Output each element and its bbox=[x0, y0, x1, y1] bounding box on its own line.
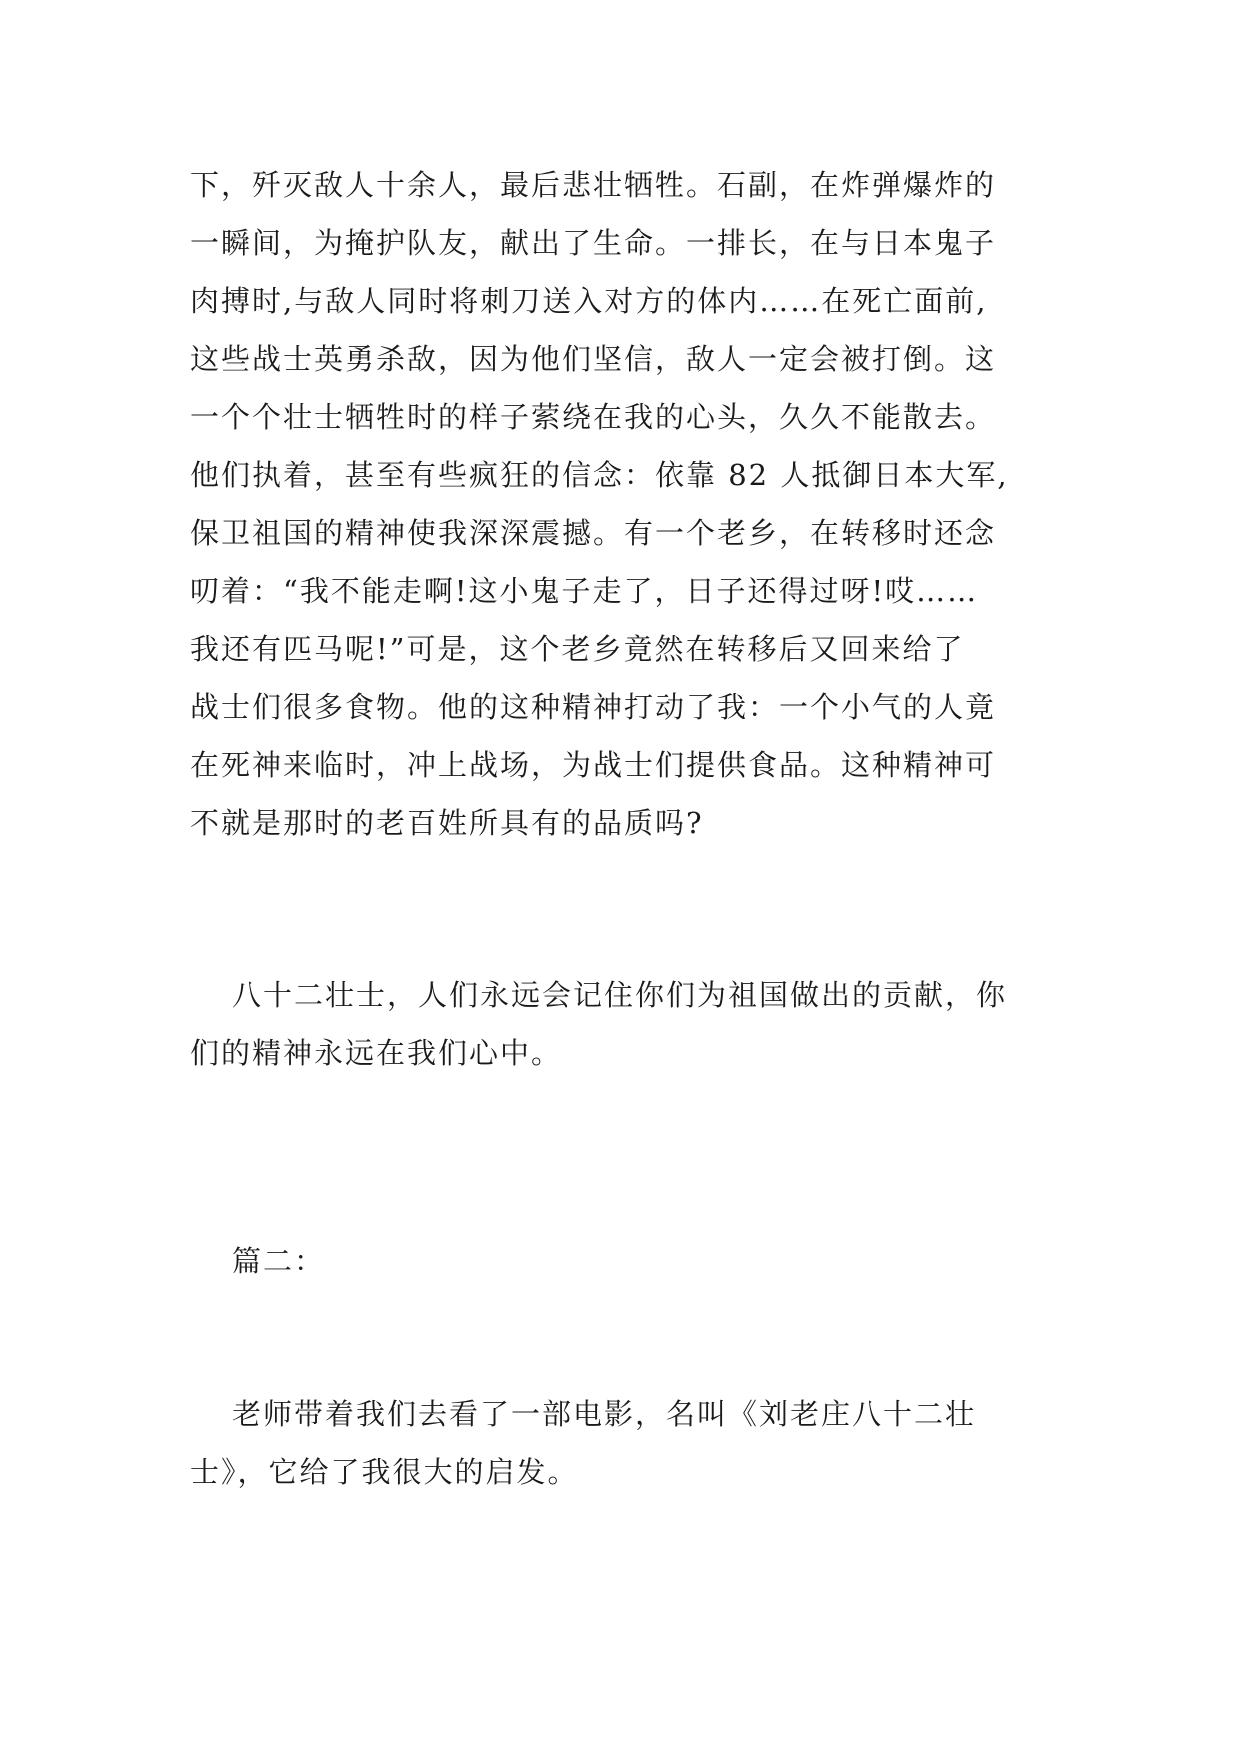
text-line: 不就是那时的老百姓所具有的品质吗? bbox=[190, 806, 704, 840]
text-line: 在死神来临时，冲上战场，为战士们提供食品。这种精神可 bbox=[190, 748, 997, 782]
text-line: 叨着：“我不能走啊!这小鬼子走了，日子还得过呀!哎…… bbox=[190, 574, 979, 608]
section-heading bbox=[190, 1232, 1090, 1290]
text-line: 士》，它给了我很大的启发。 bbox=[190, 1455, 579, 1489]
text-line: 老师带着我们去看了一部电影，名叫《刘老庄八十二壮 bbox=[232, 1397, 977, 1431]
text-line: 一瞬间，为掩护队友，献出了生命。一排长，在与日本鬼子 bbox=[190, 226, 997, 260]
text-line: 战士们很多食物。他的这种精神打动了我：一个小气的人竟 bbox=[190, 690, 997, 724]
section-heading-text: 篇二： bbox=[232, 1244, 326, 1278]
text-line: 一个个壮士牺牲时的样子萦绕在我的心头，久久不能散去。 bbox=[190, 400, 997, 434]
text-line: 们的精神永远在我们心中。 bbox=[190, 1036, 563, 1070]
paragraph-2 bbox=[190, 966, 1090, 1082]
paragraph-3 bbox=[190, 1385, 1090, 1501]
text-line: 我还有匹马呢!”可是，这个老乡竟然在转移后又回来给了 bbox=[190, 632, 965, 666]
text-line: 八十二壮士，人们永远会记住你们为祖国做出的贡献，你 bbox=[232, 978, 1008, 1012]
text-line: 他们执着，甚至有些疯狂的信念：依靠 82 人抵御日本大军, bbox=[190, 458, 1009, 492]
text-line: 这些战士英勇杀敌，因为他们坚信，敌人一定会被打倒。这 bbox=[190, 342, 997, 376]
paragraph-1 bbox=[190, 156, 1090, 852]
text-line: 下，歼灭敌人十余人，最后悲壮牺牲。石副，在炸弹爆炸的 bbox=[190, 168, 997, 202]
text-line: 保卫祖国的精神使我深深震撼。有一个老乡，在转移时还念 bbox=[190, 516, 997, 550]
text-line: 肉搏时,与敌人同时将刺刀送入对方的体内……在死亡面前, bbox=[190, 284, 988, 318]
